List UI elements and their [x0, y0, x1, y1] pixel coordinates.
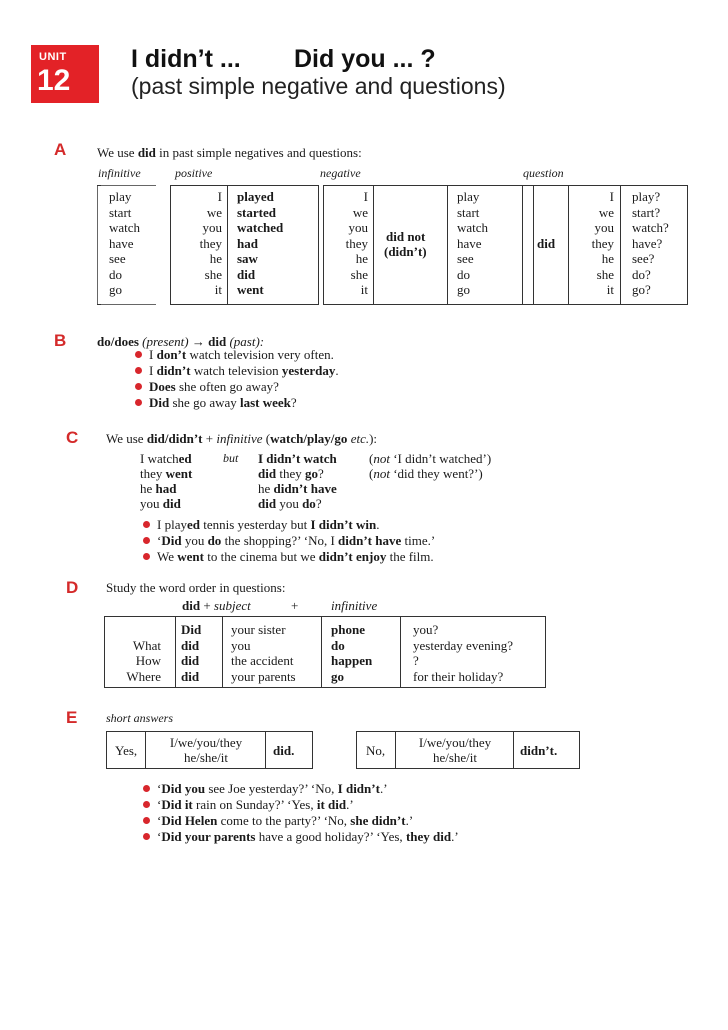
section-e-examples	[143, 781, 563, 845]
negative-divider-1	[373, 186, 374, 304]
section-b-letter: B	[54, 331, 67, 350]
yes-divider-2	[265, 732, 266, 768]
negative-verb-item: watch	[457, 220, 489, 235]
past-form-item: did	[237, 266, 256, 282]
bold-segment: did	[258, 466, 277, 481]
intro-text: We use	[97, 145, 138, 160]
bullet-icon	[143, 785, 150, 792]
text-segment: We	[157, 549, 178, 564]
col-question-label: question	[523, 166, 564, 180]
section-c-examples	[143, 517, 543, 567]
positive-pronouns	[170, 189, 222, 298]
question-verb-item: play?	[632, 189, 661, 204]
bold-segment: ed	[186, 517, 200, 532]
did-label: did	[208, 334, 227, 349]
negative-verb-item: play	[457, 189, 480, 204]
did-didnt: did/didn’t	[146, 431, 203, 446]
text-segment: ?	[315, 496, 322, 511]
text-segment: they	[140, 466, 166, 481]
text-segment: ‘	[157, 797, 162, 812]
pronoun-item: she	[350, 266, 368, 282]
pronoun-item: he	[355, 251, 368, 266]
text-segment: you	[140, 496, 163, 511]
text-segment: .	[335, 363, 339, 378]
negative-pronouns	[323, 189, 368, 298]
wo-rest-item: you?	[413, 622, 439, 637]
did-not: did not	[386, 229, 426, 244]
col-positive-label: positive	[175, 166, 213, 180]
section-c-example	[157, 517, 379, 532]
wo-did-item: Did	[181, 622, 202, 637]
yes-did: did.	[273, 743, 295, 758]
wo-did-item: did	[181, 668, 200, 684]
pronoun-item: you	[594, 220, 614, 235]
past-form-item: saw	[237, 251, 258, 266]
bullet-icon	[143, 833, 150, 840]
section-e-example	[157, 813, 413, 828]
unit-number: 12	[37, 64, 71, 97]
not-word: not	[373, 466, 390, 481]
infinitive-item: watch	[109, 220, 141, 235]
text-segment: watch television	[190, 363, 282, 378]
text-segment: .’	[379, 781, 388, 796]
text-segment: .’	[405, 813, 414, 828]
col-infinitive-label: infinitive	[98, 166, 141, 180]
wo-question-word: What	[132, 637, 161, 653]
wo-question-word: How	[135, 653, 161, 668]
bullet-icon	[143, 817, 150, 824]
text-segment: see Joe yesterday?’ ‘No,	[205, 781, 338, 796]
past-form-item: had	[237, 235, 258, 251]
section-d-intro: Study the word order in questions:	[106, 580, 286, 595]
section-c-example	[157, 533, 435, 548]
bullet-icon	[143, 537, 150, 544]
pronoun-item: he	[209, 251, 222, 266]
wo-rest-item: yesterday evening?	[413, 637, 513, 653]
c-left-item	[140, 451, 192, 466]
bold-segment: Did your parents	[161, 829, 256, 844]
h-did: did	[182, 598, 201, 613]
infinitive-box-edge	[97, 185, 101, 305]
pronoun-item: they	[199, 235, 222, 251]
wo-infinitives	[331, 622, 372, 684]
yes-divider-1	[145, 732, 146, 768]
text-segment: he	[258, 481, 274, 496]
section-b-line	[149, 363, 339, 378]
text-segment: time.’	[401, 533, 436, 548]
wo-question-word	[105, 622, 161, 638]
not-text: ‘did they went?’)	[389, 466, 483, 481]
bold-segment: do	[207, 533, 222, 548]
title-part-1: I didn’t ...	[131, 45, 241, 73]
section-d-header	[182, 598, 251, 613]
question-verb-item: do?	[632, 266, 651, 282]
bold-segment: ed	[178, 451, 192, 466]
c-left-item	[140, 481, 192, 496]
section-c-example	[157, 549, 434, 564]
wo-rest	[413, 622, 513, 684]
pronoun-item: they	[345, 235, 368, 251]
bold-segment: had	[155, 481, 177, 496]
text-segment: ‘	[157, 781, 162, 796]
pronoun-item: you	[202, 220, 222, 235]
negative-verb-item: have	[457, 235, 482, 251]
bold-segment: did	[162, 496, 181, 511]
wo-rest-item: ?	[413, 653, 419, 668]
bullet-icon	[135, 367, 142, 374]
pronoun-item: I	[217, 189, 222, 204]
intro-text-end: in past simple negatives and questions:	[155, 145, 362, 160]
do-does: do/does	[97, 334, 139, 349]
bold-segment: didn’t enjoy	[318, 549, 387, 564]
section-c-letter: C	[66, 428, 79, 447]
but-label: but	[223, 451, 239, 465]
short-answers-label: short answers	[106, 711, 174, 725]
c-mid-item	[258, 481, 337, 496]
bold-segment: I didn’t watch	[258, 451, 337, 466]
yes-pronouns-1: I/we/you/they	[169, 735, 243, 750]
bold-segment: do	[302, 496, 316, 511]
wo-did-item: did	[181, 653, 200, 668]
question-verbs	[632, 189, 669, 298]
present-label: (present)	[142, 334, 189, 349]
bold-segment: didn’t have	[273, 481, 337, 496]
bold-segment: Did it	[161, 797, 193, 812]
bold-segment: Did Helen	[161, 813, 218, 828]
wo-divider-1	[175, 617, 176, 687]
positive-past-forms	[237, 189, 283, 298]
pronoun-item: she	[204, 266, 222, 282]
bold-segment: last week	[240, 395, 291, 410]
paren: (	[369, 466, 374, 481]
infinitive-item: do	[109, 266, 122, 282]
question-verb-item: see?	[632, 251, 655, 266]
text-segment: ?	[290, 395, 297, 410]
text-segment: the shopping?’ ‘No, I	[221, 533, 339, 548]
example-verbs: watch/play/go	[270, 431, 348, 446]
question-pronouns	[568, 189, 614, 298]
text-segment: you	[276, 496, 303, 511]
bold-segment: went	[165, 466, 193, 481]
yes-pronouns-2: he/she/it	[183, 750, 229, 765]
section-e-letter: E	[66, 708, 78, 727]
section-a-letter: A	[54, 140, 67, 159]
intro-text: We use	[106, 431, 147, 446]
page-subtitle: (past simple negative and questions)	[131, 73, 506, 99]
text-segment: come to the party?’ ‘No,	[217, 813, 351, 828]
bullet-icon	[143, 801, 150, 808]
bullet-icon	[143, 553, 150, 560]
bold-segment: don’t	[156, 347, 187, 362]
c-mid-item	[258, 451, 337, 466]
text-segment: ?	[317, 466, 324, 481]
h-plus: +	[203, 598, 211, 613]
col-negative-label: negative	[320, 166, 361, 180]
page-title	[131, 44, 436, 74]
infinitive-item: go	[109, 282, 122, 297]
bold-segment: go	[304, 466, 318, 481]
pronoun-item: it	[214, 282, 222, 297]
not-text: ‘I didn’t watched’)	[389, 451, 492, 466]
negative-divider-2	[447, 186, 448, 304]
text-segment: .	[376, 517, 380, 532]
text-segment: I	[149, 347, 157, 362]
short-answer-no-box	[356, 731, 580, 769]
section-e-example	[157, 797, 354, 812]
question-did: did	[537, 236, 556, 251]
section-e-example	[157, 781, 388, 796]
text-segment: rain on Sunday?’ ‘Yes,	[192, 797, 317, 812]
bold-segment: did	[258, 496, 277, 511]
bold-segment: I didn’t	[337, 781, 380, 796]
word-order-table	[104, 616, 546, 688]
wo-subject-item: you	[231, 637, 251, 653]
bold-segment: didn’t	[156, 363, 191, 378]
past-form-item: went	[237, 282, 264, 297]
etc: etc.	[347, 431, 370, 446]
bullet-icon	[135, 351, 142, 358]
wo-rest-item: for their holiday?	[413, 668, 504, 684]
pronoun-item: they	[591, 235, 614, 251]
bullet-icon	[135, 399, 142, 406]
past-form-item: started	[237, 204, 276, 220]
no-pronouns-2: he/she/it	[432, 750, 478, 765]
text-segment: she go away	[169, 395, 240, 410]
pronoun-item: it	[360, 282, 368, 297]
didnt-contraction: (didn’t)	[384, 244, 427, 259]
section-b-line	[149, 395, 297, 410]
wo-divider-4	[400, 617, 401, 687]
wo-divider-2	[222, 617, 223, 687]
bullet-icon	[143, 521, 150, 528]
conjugation-table	[97, 185, 687, 305]
section-c-intro	[106, 431, 377, 446]
bold-segment: Did	[161, 533, 182, 548]
question-divider-2	[620, 186, 621, 304]
text-segment: ‘	[157, 533, 162, 548]
infinitive-item: have	[109, 235, 134, 251]
h-plus-2: +	[291, 598, 299, 613]
bold-segment: Did you	[161, 781, 206, 796]
wo-question-word: Where	[126, 668, 161, 684]
paren: (	[369, 451, 374, 466]
section-c-mid-column	[258, 451, 337, 511]
section-b-examples	[135, 347, 495, 411]
wo-did-item: did	[181, 637, 200, 653]
unit-label: UNIT	[39, 51, 67, 63]
bold-segment: she didn’t	[350, 813, 406, 828]
past-form-item: watched	[237, 220, 284, 235]
infinitive-item: see	[109, 251, 126, 266]
text-segment: they	[276, 466, 305, 481]
section-b-line	[149, 347, 334, 362]
wo-subjects	[231, 622, 296, 684]
text-segment: I	[149, 363, 157, 378]
negative-verbs	[457, 189, 488, 298]
paren-close: ):	[369, 431, 378, 446]
question-verb-item: go?	[632, 282, 651, 297]
pronoun-item: I	[609, 189, 614, 204]
bold-segment: I didn’t win	[310, 517, 377, 532]
text-segment: ‘	[157, 829, 162, 844]
bullet-icon	[135, 383, 142, 390]
c-mid-item	[258, 496, 337, 511]
pronoun-item: we	[206, 204, 222, 220]
text-segment: I play	[157, 517, 187, 532]
pronoun-item: it	[606, 282, 614, 297]
pronoun-item: we	[352, 204, 368, 220]
question-verb-item: watch?	[632, 220, 669, 235]
negative-verb-item: do	[457, 266, 470, 282]
not-word: not	[373, 451, 390, 466]
wo-question-words	[105, 622, 161, 684]
negative-verb-item: go	[457, 282, 470, 297]
text-segment: ‘	[157, 813, 162, 828]
h-infinitive: infinitive	[331, 598, 378, 613]
text-segment: watch television very often.	[186, 347, 334, 362]
bold-segment: Does	[149, 379, 176, 394]
question-verb-item: have?	[632, 235, 663, 251]
wo-infinitive-item: happen	[331, 653, 373, 668]
no-divider-1	[395, 732, 396, 768]
paren-open: (	[262, 431, 271, 446]
wo-infinitive-item: go	[331, 668, 344, 684]
no-didnt: didn’t.	[520, 743, 558, 758]
text-segment: I watch	[140, 451, 179, 466]
bold-segment: they did	[405, 829, 452, 844]
text-segment: tennis yesterday but	[199, 517, 311, 532]
wo-did	[181, 622, 201, 684]
question-verb-item: start?	[632, 204, 661, 220]
pronoun-item: he	[601, 251, 614, 266]
wo-subject-item: the accident	[231, 653, 294, 668]
text-segment: the film.	[386, 549, 434, 564]
no-divider-2	[513, 732, 514, 768]
pronoun-item: she	[596, 266, 614, 282]
infinitive-word: infinitive	[216, 431, 263, 446]
negative-verb-item: start	[457, 204, 480, 220]
infinitive-item: play	[109, 189, 132, 204]
text-segment: have a good holiday?’ ‘Yes,	[255, 829, 406, 844]
bold-segment: yesterday	[281, 363, 336, 378]
not-note-1	[369, 451, 491, 466]
h-subject: subject	[213, 598, 251, 613]
wo-divider-3	[321, 617, 322, 687]
c-left-item	[140, 466, 192, 481]
yes-word: Yes,	[115, 743, 138, 758]
bold-segment: Did	[149, 395, 170, 410]
infinitive-list	[109, 189, 140, 298]
not-note-2	[369, 466, 483, 481]
past-form-item: played	[237, 189, 274, 204]
text-segment: .’	[451, 829, 459, 844]
no-pronouns-1: I/we/you/they	[418, 735, 492, 750]
infinitive-item: start	[109, 204, 132, 220]
section-c-left-column	[140, 451, 192, 511]
pronoun-item: we	[598, 204, 614, 220]
section-e-example	[157, 829, 459, 844]
plus: +	[202, 431, 217, 446]
past-label: (past):	[229, 334, 265, 349]
wo-subject-item: your sister	[231, 622, 286, 637]
text-segment: he	[140, 481, 156, 496]
no-word: No,	[366, 743, 386, 758]
pronoun-item: I	[363, 189, 368, 204]
short-answer-yes-box	[106, 731, 313, 769]
c-mid-item	[258, 466, 337, 481]
text-segment: .’	[346, 797, 354, 812]
wo-infinitive-item: phone	[331, 622, 365, 637]
arrow-icon: →	[191, 334, 205, 349]
c-left-item	[140, 496, 192, 511]
bold-segment: didn’t have	[338, 533, 402, 548]
unit-badge	[31, 45, 99, 103]
positive-divider	[227, 186, 228, 304]
negative-verb-item: see	[457, 251, 474, 266]
text-segment: you	[181, 533, 208, 548]
title-part-2: Did you ... ?	[294, 45, 436, 73]
wo-subject-item: your parents	[231, 668, 296, 684]
text-segment: she often go away?	[175, 379, 279, 394]
text-segment: to the cinema but we	[203, 549, 319, 564]
bold-segment: went	[177, 549, 204, 564]
pronoun-item: you	[348, 220, 368, 235]
section-b-line	[149, 379, 279, 394]
intro-bold: did	[137, 145, 156, 160]
section-a-intro	[97, 145, 362, 160]
section-d-letter: D	[66, 578, 79, 597]
bold-segment: it did	[316, 797, 347, 812]
wo-infinitive-item: do	[331, 637, 345, 653]
